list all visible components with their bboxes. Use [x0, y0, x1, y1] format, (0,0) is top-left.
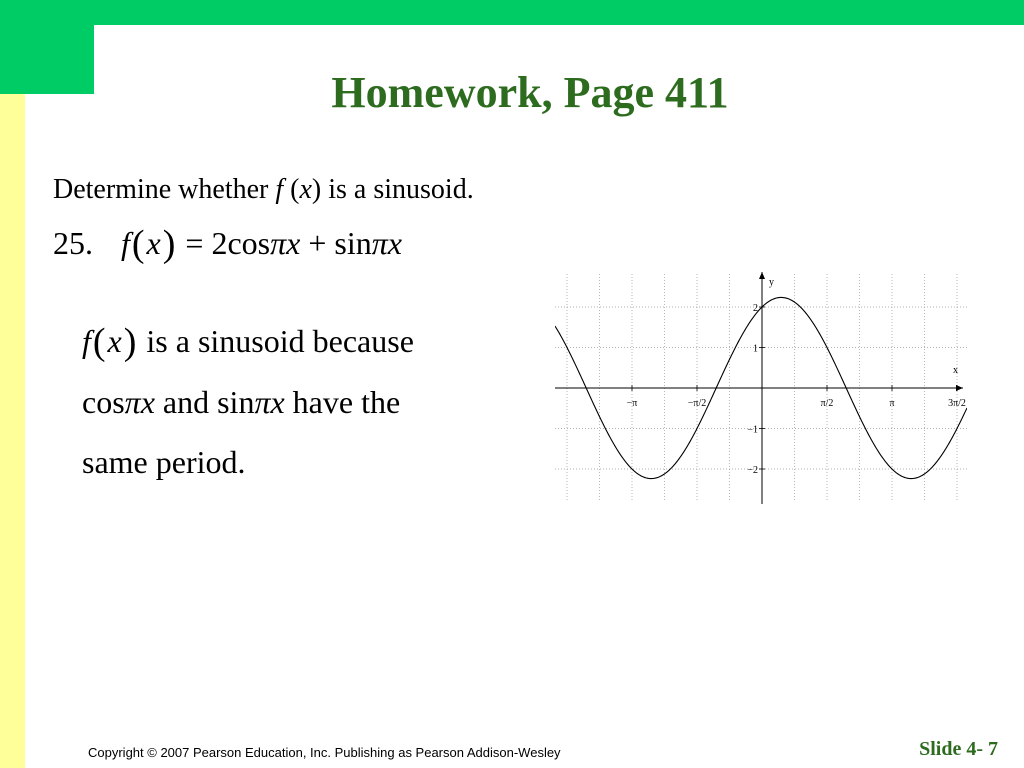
answer-lparen: (	[92, 321, 106, 363]
problem-equation	[53, 220, 402, 265]
left-accent-stripe	[0, 94, 25, 768]
graph-svg	[555, 268, 967, 508]
y-tick-label: −1	[747, 424, 758, 436]
intro-paren-close: )	[311, 174, 322, 205]
answer-line-2	[82, 380, 400, 424]
eq-lparen: (	[131, 223, 145, 265]
eq-sin-term: + sin	[300, 225, 372, 261]
corner-accent-block	[0, 0, 94, 94]
x-tick-label: 3π/2	[948, 398, 966, 409]
answer-x-2: x	[270, 384, 285, 420]
intro-x: x	[299, 174, 312, 205]
answer-and: and	[154, 384, 218, 420]
answer-x: x	[107, 323, 122, 359]
answer-rparen: )	[123, 321, 137, 363]
y-tick-label: 2	[753, 303, 758, 314]
top-accent-bar	[0, 0, 1024, 25]
y-tick-label: −2	[747, 465, 758, 476]
answer-x-1: x	[140, 384, 155, 420]
y-axis-label: y	[769, 277, 774, 288]
x-axis-label: x	[953, 365, 958, 376]
eq-pi-2: π	[371, 225, 388, 261]
y-axis-arrow	[759, 272, 765, 279]
x-tick-label: π/2	[820, 398, 834, 409]
answer-cos: cos	[82, 384, 125, 420]
answer-sin: sin	[217, 384, 255, 420]
intro-f: f	[275, 174, 284, 205]
slide-title: Homework, Page 411	[331, 68, 729, 117]
problem-number: 25.	[53, 225, 93, 261]
eq-x-2: x	[286, 225, 301, 261]
x-tick-label: π	[889, 398, 895, 409]
intro-paren-open: (	[283, 174, 300, 205]
eq-pi-1: π	[270, 225, 287, 261]
intro-before: Determine whether	[53, 174, 276, 205]
answer-line-3: same period.	[82, 444, 246, 480]
intro-after: is a sinusoid.	[321, 174, 474, 205]
y-tick-label: 1	[753, 343, 758, 355]
answer-pi-2: π	[254, 384, 271, 420]
answer-line-1-text: is a sinusoid because	[138, 323, 414, 359]
eq-f: f	[121, 225, 130, 261]
slide-number: Slide 4- 7	[919, 738, 998, 760]
answer-tail: have the	[284, 384, 401, 420]
answer-pi-1: π	[124, 384, 141, 420]
answer-f: f	[82, 323, 91, 359]
eq-rparen: )	[162, 223, 176, 265]
copyright-footer: Copyright © 2007 Pearson Education, Inc. Publishing as Pearson Addison-Wesley	[88, 745, 561, 760]
sinusoid-graph	[555, 268, 967, 508]
x-tick-label: −π	[626, 398, 638, 409]
answer-line-1	[82, 318, 414, 363]
x-tick-label: −π/2	[687, 398, 707, 409]
eq-x-3: x	[387, 225, 402, 261]
eq-cos-term: = 2cos	[177, 225, 271, 261]
intro-text	[53, 170, 474, 210]
eq-x: x	[146, 225, 161, 261]
